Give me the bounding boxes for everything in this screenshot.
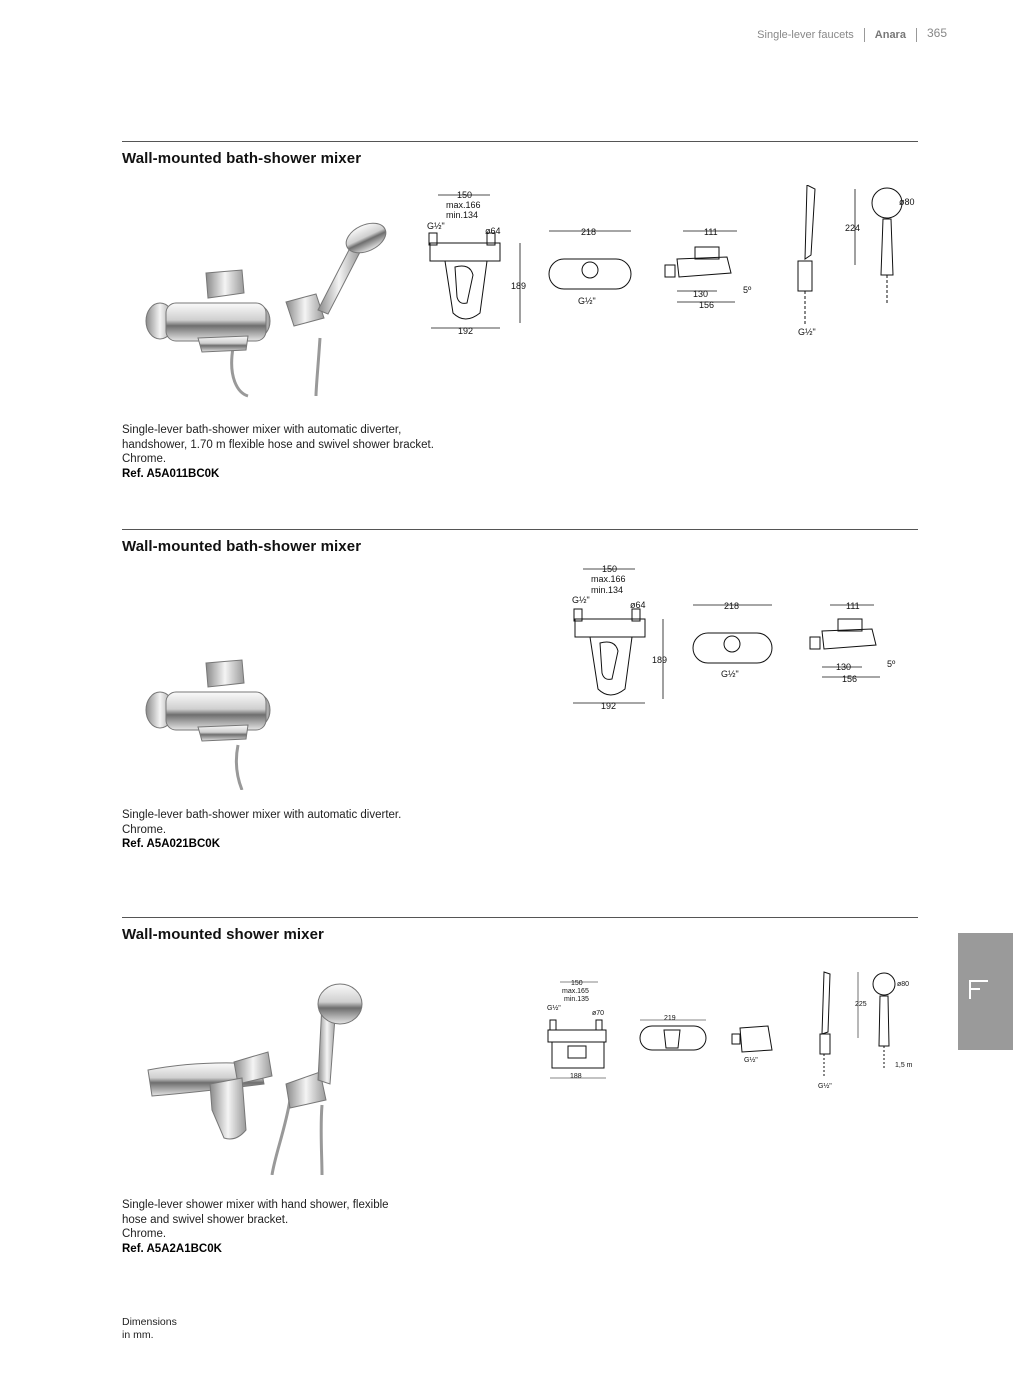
hose (316, 338, 320, 396)
drawing-side-view (810, 601, 896, 684)
dim-218: 218 (724, 601, 740, 611)
technical-drawings (415, 185, 935, 345)
product-photo-bath-shower-mixer-with-handshower (138, 218, 408, 398)
faucet-icon (958, 933, 1013, 1050)
hose (232, 348, 248, 396)
handshower-handle (318, 248, 360, 314)
drawing-front-view (547, 980, 606, 1080)
product-photo-bath-shower-mixer (138, 655, 288, 790)
product-description (122, 1198, 482, 1256)
hose (321, 1105, 322, 1175)
description-line: Chrome. (122, 453, 167, 465)
dim-150: 150 (602, 565, 618, 574)
footer-line: Dimensions (122, 1316, 177, 1328)
hose (236, 745, 242, 790)
dim-130: 130 (836, 662, 852, 672)
dim-thread: G½" (818, 1083, 832, 1090)
description-line: Chrome. (122, 1228, 167, 1240)
product-photo-shower-mixer-with-handshower (140, 980, 380, 1175)
dim-max: max.165 (562, 988, 589, 995)
technical-drawings (560, 565, 920, 715)
drawing-top-view (640, 1015, 706, 1050)
dim-diameter: ø80 (899, 197, 915, 207)
product-title: Wall-mounted bath-shower mixer (122, 538, 362, 555)
section-rule (122, 141, 918, 142)
description-line: Chrome. (122, 823, 167, 836)
dim-188: 188 (570, 1073, 582, 1080)
lever-handle (210, 1078, 246, 1139)
dim-angle: 5º (887, 659, 896, 669)
drawing-front-view (572, 565, 667, 711)
drawing-front-view (427, 190, 526, 336)
handshower-head (318, 984, 362, 1024)
dim-156: 156 (699, 300, 715, 310)
section-rule (122, 917, 918, 918)
dim-thread: G½" (578, 296, 596, 306)
product-description (122, 423, 482, 481)
dim-189: 189 (511, 281, 527, 291)
dim-diameter: ø80 (897, 981, 910, 988)
drawing-side-view (665, 227, 752, 310)
dim-thread: G½" (547, 1005, 561, 1012)
dim-min: min.135 (564, 996, 589, 1003)
dim-219: 219 (664, 1015, 676, 1022)
dim-150: 150 (571, 980, 583, 987)
product-ref: Ref. A5A011BC0K (122, 467, 220, 480)
dim-192: 192 (601, 701, 617, 711)
description-line: Single-lever bath-shower mixer with automatic diverter. (122, 809, 402, 821)
footer-note (122, 1316, 177, 1342)
dim-thread: G½" (798, 327, 816, 337)
dim-224: 224 (845, 223, 861, 233)
description-line: Single-lever shower mixer with hand shower, flexible (122, 1199, 389, 1211)
description-line: Single-lever bath-shower mixer with automatic diverter, (122, 424, 402, 436)
drawing-top-view (693, 601, 772, 679)
dim-max: max.166 (591, 574, 626, 584)
drawing-handshower-front (855, 972, 913, 1069)
product-ref: Ref. A5A021BC0K (122, 838, 220, 850)
dim-diameter: ø70 (592, 1010, 605, 1017)
hose (272, 1100, 290, 1175)
dim-diameter: ø64 (485, 226, 501, 236)
dim-156: 156 (842, 674, 858, 684)
description-line: hose and swivel shower bracket. (122, 1213, 289, 1226)
dim-192: 192 (458, 326, 474, 336)
product-ref: Ref. A5A2A1BC0K (122, 1242, 222, 1255)
dim-150: 150 (457, 190, 473, 200)
section-rule (122, 529, 918, 530)
dim-111: 111 (704, 227, 718, 237)
dim-thread: G½" (427, 221, 445, 231)
dim-111: 111 (846, 601, 860, 611)
product-description (122, 808, 482, 852)
product-title: Wall-mounted shower mixer (122, 926, 324, 943)
dim-130: 130 (693, 289, 709, 299)
mixer-body (166, 692, 266, 730)
header-brand: Anara (874, 29, 906, 41)
page-number: 365 (926, 26, 947, 40)
spout (198, 336, 248, 352)
drawing-side-view (732, 1026, 772, 1064)
drawing-top-view (549, 227, 631, 306)
lever-handle (206, 660, 244, 687)
technical-drawings (540, 968, 920, 1093)
dim-218: 218 (581, 227, 597, 237)
header-divider (916, 28, 917, 42)
running-header (757, 28, 947, 42)
description-line: handshower, 1.70 m flexible hose and swivel shower bracket. (122, 438, 434, 451)
header-section: Single-lever faucets (757, 29, 854, 41)
lever-handle (206, 270, 244, 298)
drawing-handshower-side (798, 185, 816, 337)
dim-min: min.134 (446, 210, 479, 220)
dim-thread: G½" (744, 1057, 758, 1064)
dim-225: 225 (855, 1001, 867, 1008)
dim-min: min.134 (591, 585, 624, 595)
spout (198, 725, 248, 741)
mixer-body (166, 303, 266, 341)
dim-thread: G½" (721, 669, 739, 679)
footer-line: in mm. (122, 1329, 154, 1341)
dim-max: max.166 (446, 200, 481, 210)
dim-thread: G½" (572, 595, 590, 605)
drawing-handshower-side (818, 972, 832, 1090)
header-divider (864, 28, 865, 42)
drawing-handshower-front (845, 188, 915, 305)
chapter-tab[interactable] (958, 933, 1013, 1050)
dim-angle: 5º (743, 285, 752, 295)
dim-diameter: ø64 (630, 600, 646, 610)
dim-189: 189 (652, 655, 668, 665)
dim-hose-length: 1,5 m (895, 1062, 913, 1069)
product-title: Wall-mounted bath-shower mixer (122, 150, 362, 167)
